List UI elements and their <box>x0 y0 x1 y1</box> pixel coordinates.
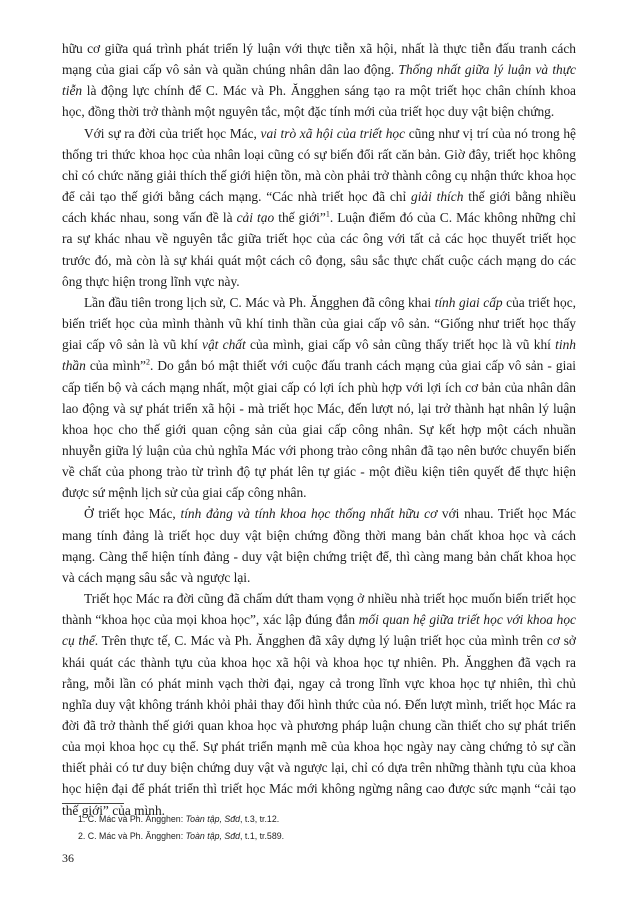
footnote-2 <box>78 828 558 845</box>
paragraph-1 <box>62 38 576 123</box>
paragraph-5 <box>62 588 576 821</box>
paragraph-3 <box>62 292 576 504</box>
footnote-reference: 2 <box>145 357 150 367</box>
paragraph-4 <box>62 503 576 588</box>
text-segment: thế giới” <box>274 210 326 226</box>
text-segment: của triết học, biến triết học của mình thành vũ khí tinh thần của giai cấp vô sản. “Giống như triết học thấy giai cấp vô sản là vũ khí <box>62 294 576 353</box>
footnote-1-prefix: 1. C. Mác và Ph. Ăngghen: <box>78 814 186 824</box>
footnote-2-prefix: 2. C. Mác và Ph. Ăngghen: <box>78 831 186 841</box>
emphasis-text: tinh thần <box>62 337 576 374</box>
body-text <box>62 38 576 821</box>
footnote-separator <box>62 803 124 804</box>
emphasis-text: vai trò xã hội của triết học <box>260 125 406 141</box>
emphasis-text: tính đảng và tính khoa học thống nhất hữu cơ <box>180 506 438 522</box>
text-segment: . Trên thực tế, C. Mác và Ph. Ăngghen đã xây dựng lý luận triết học của mình trên cơ sở khái quát các thành tựu của khoa học xã hội và khoa học tự nhiên. Ph. Ăngghen đã vạch ra rằng, mỗi lần có phát minh vạch thời đại, ngay cả trong lĩnh vực khoa học tự nhiên, thì chủ nghĩa duy vật không tránh khỏi phải thay đổi hình thức của nó. Đến lượt mình, triết học Mác ra đời đã trở thành thế giới quan khoa học và phương pháp luận chung cần thiết cho sự phát triển của mọi khoa học cụ thể. Sự phát triển mạnh mẽ của khoa học ngày nay càng chứng tỏ sự cần thiết phải có tư duy biện chứng duy vật và ngược lại, chỉ có dựa trên những thành tựu của khoa học hiện đại để phát triển thì triết học Mác mới không ngừng nâng cao được sức mạnh “cải tạo thế giới” của mình. <box>62 633 576 818</box>
text-segment: Ở triết học Mác, <box>84 506 181 522</box>
text-segment: của mình, giai cấp vô sản cũng thấy triết học là vũ khí <box>245 337 556 353</box>
text-segment: . Do gắn bó mật thiết với cuộc đấu tranh cách mạng của giai cấp vô sản - giai cấp tiến bộ và cách mạng nhất, một giai cấp có lợi ích phù hợp với lợi ích cơ bản của nhân dân lao động và sự phát triển xã hội - mà triết học Mác, đến lượt nó, lại trở thành hạt nhân lý luận khoa học cho thế giới quan cộng sản của giai cấp công nhân. Sự kết hợp một cách nhuần nhuyễn giữa lý luận của chủ nghĩa Mác với phong trào công nhân đã tạo nên bước chuyển biến về chất của phong trào từ trình độ tự phát lên tự giác - một điều kiện tiên quyết để thực hiện được sứ mệnh lịch sử của giai cấp công nhân. <box>62 358 577 501</box>
emphasis-text: giải thích <box>411 189 464 205</box>
footnote-2-suffix: , t.1, tr.589. <box>240 831 285 841</box>
text-segment: với nhau. Triết học Mác mang tính đảng là triết học duy vật biện chứng đồng thời mang bản chất khoa học và cách mạng. Càng thể hiện tính đảng - duy vật biện chứng triệt để, thì càng mang bản chất khoa học và cách mạng sâu sắc và ngược lại. <box>62 506 576 585</box>
emphasis-text: cải tạo <box>236 210 275 226</box>
emphasis-text: vật chất <box>202 337 246 353</box>
paragraph-2 <box>62 123 576 292</box>
emphasis-text: mối quan hệ giữa triết học với khoa học cụ thể <box>62 612 576 649</box>
text-segment: Lần đầu tiên trong lịch sử, C. Mác và Ph. Ăngghen đã công khai <box>84 294 435 310</box>
text-segment: của mình” <box>85 358 146 374</box>
emphasis-text: tính giai cấp <box>434 294 503 310</box>
text-segment: là động lực chính để C. Mác và Ph. Ăngghen sáng tạo ra một triết học chân chính khoa học, đồng thời trở thành một nguyên tắc, một đặc tính mới của triết học duy vật biện chứng. <box>62 83 576 120</box>
emphasis-text: Thống nhất giữa lý luận và thực tiễn <box>62 62 576 99</box>
footnotes <box>78 811 558 845</box>
text-segment: . Luận điểm đó của C. Mác không những chỉ ra sự khác nhau về nguyên tắc giữa triết học của các ông với tất cả các học thuyết triết học trước đó, mà còn là sự khái quát một cách cô đọng, sâu sắc thực chất cuộc cách mạng do các ông thực hiện trong lĩnh vực này. <box>62 210 577 289</box>
text-segment: hữu cơ giữa quá trình phát triển lý luận với thực tiễn xã hội, nhất là thực tiễn đấu tranh cách mạng của giai cấp vô sản và quần chúng nhân dân lao động. <box>62 41 576 78</box>
text-segment: thế giới bằng nhiều cách khác nhau, song vấn đề là <box>62 189 576 226</box>
footnote-reference: 1 <box>325 209 330 219</box>
text-segment: cũng như vị trí của nó trong hệ thống tri thức khoa học của nhân loại cũng có sự biến đổi rất căn bản. Giờ đây, triết học không chỉ có chức năng giải thích thế giới hiện tồn, mà còn phải trở thành công cụ nhận thức khoa học để cải tạo thế giới bằng cách mạng. “Các nhà triết học đã chỉ <box>62 125 576 205</box>
text-segment: Triết học Mác ra đời cũng đã chấm dứt tham vọng ở nhiều nhà triết học muốn biến triết học thành “khoa học của mọi khoa học”, xác lập đúng đắn <box>62 591 576 628</box>
text-segment: Với sự ra đời của triết học Mác, <box>84 125 261 141</box>
footnote-1-suffix: , t.3, tr.12. <box>240 814 280 824</box>
page-number: 36 <box>62 851 74 865</box>
footnote-1 <box>78 811 558 828</box>
footnote-2-title: Toàn tập, Sđd <box>185 831 241 841</box>
footnote-1-title: Toàn tập, Sđd <box>185 814 241 824</box>
